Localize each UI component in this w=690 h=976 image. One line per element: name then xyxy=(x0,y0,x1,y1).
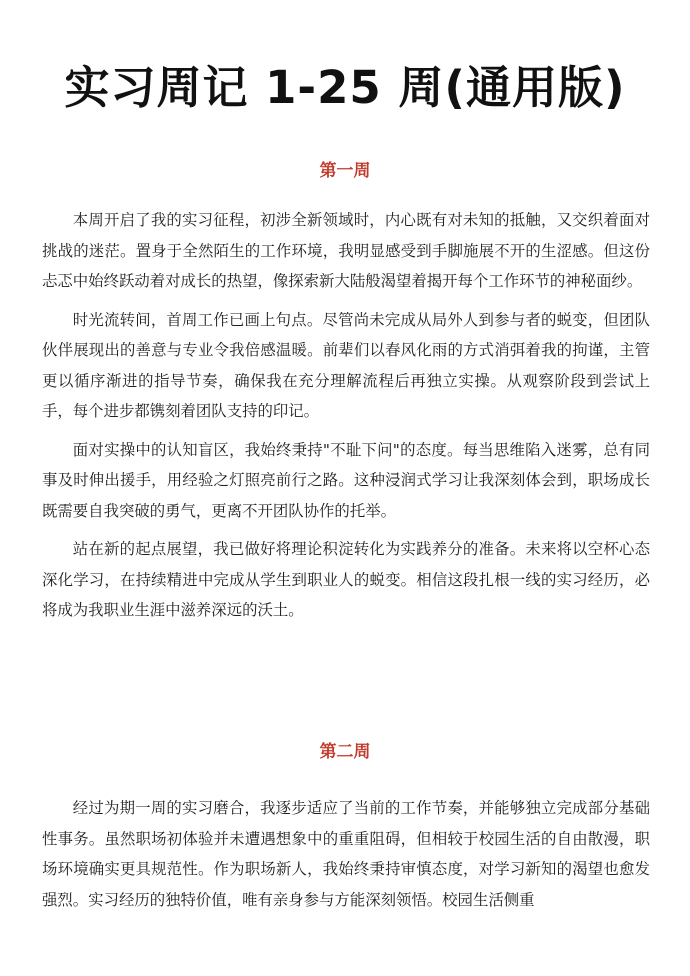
week-1-body xyxy=(42,205,650,634)
paragraph: 时光流转间，首周工作已画上句点。尽管尚未完成从局外人到参与者的蜕变，但团队伙伴展现出的善意与专业令我倍感温暖。前辈们以春风化雨的方式消弭着我的拘谨，主管更以循序渐进的指导节奏，确保我在充分理解流程后再独立实操。从观察阶段到尝试上手，每个进步都镌刻着团队支持的印记。 xyxy=(42,310,650,420)
paragraph: 面对实操中的认知盲区，我始终秉持"不耻下问"的态度。每当思维陷入迷雾，总有同事及时伸出援手，用经验之灯照亮前行之路。这种浸润式学习让我深刻体会到，职场成长既需要自我突破的勇气，更离不开团队协作的托举。 xyxy=(42,440,650,520)
document-title: 实习周记 1-25 周(通用版) xyxy=(64,61,626,114)
paragraph: 站在新的起点展望，我已做好将理论积淀转化为实践养分的准备。未来将以空杯心态深化学习，在持续精进中完成从学生到职业人的蜕变。相信这段扎根一线的实习经历，必将成为我职业生涯中滋养深远的沃土。 xyxy=(42,540,650,619)
week-1-heading: 第一周 xyxy=(319,161,371,181)
paragraph: 经过为期一周的实习磨合，我逐步适应了当前的工作节奏，并能够独立完成部分基础性事务。虽然职场初体验并未遭遇想象中的重重阻碍，但相较于校园生活的自由散漫，职场环境确实更具规范性。作为职场新人，我始终秉持审慎态度，对学习新知的渴望也愈发强烈。实习经历的独特价值，唯有亲身参与方能深刻领悟。校园生活侧重 xyxy=(42,799,650,909)
paragraph: 本周开启了我的实习征程，初涉全新领域时，内心既有对未知的抵触，又交织着面对挑战的迷茫。置身于全然陌生的工作环境，我明显感受到手脚施展不开的生涩感。但这份忐忑中始终跃动着对成长的热望，像探索新大陆般渴望着揭开每个工作环节的神秘面纱。 xyxy=(42,211,650,290)
week-2-body xyxy=(42,793,650,923)
week-2-heading: 第二周 xyxy=(319,742,371,762)
